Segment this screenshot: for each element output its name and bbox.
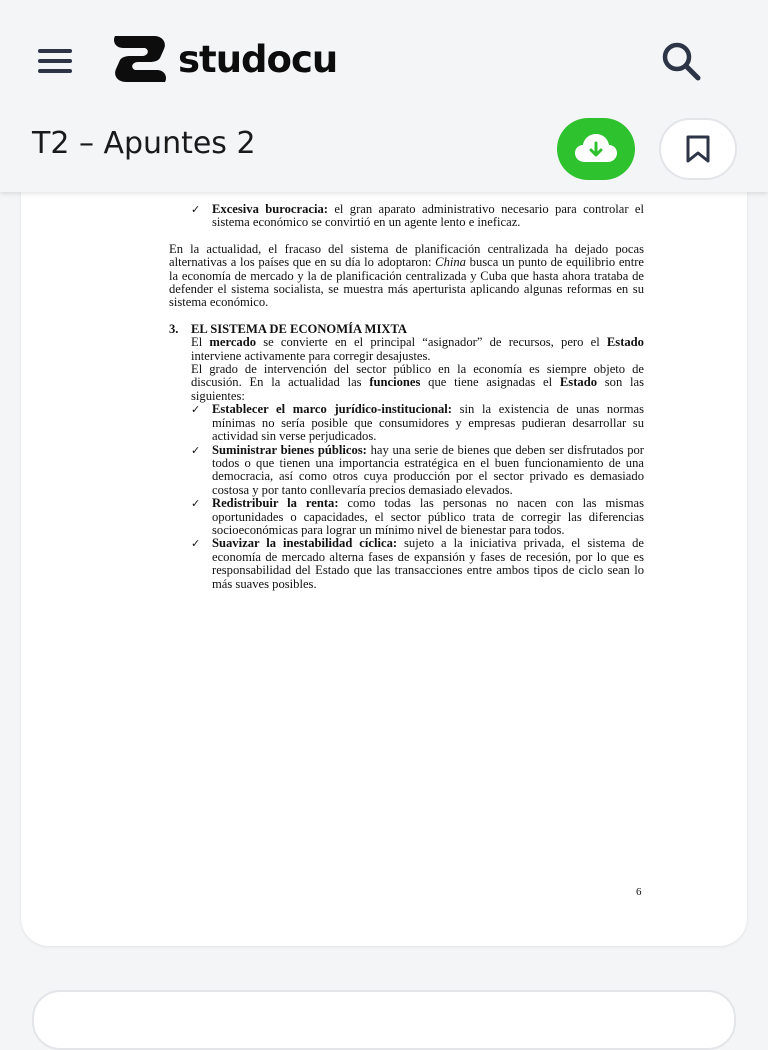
list-item-text: hay una serie de bienes que deben ser disfrutados por todos o que tienen una importancia estratégica en el buen funcionamiento de una democracia, así como otros cuya producción por el sector privado es demasiado costosa y por tanto conllevaría precios demasiado elevados.: [212, 442, 644, 497]
document-text: [169, 203, 644, 591]
paragraph-bold: Estado: [606, 335, 644, 350]
list-item-title: Establecer el marco jurídico-institucional:: [212, 402, 452, 417]
section-body: [169, 336, 644, 591]
checkmark-icon: ✓: [191, 403, 201, 417]
paragraph-text: son las siguientes:: [191, 375, 644, 403]
checkmark-icon: ✓: [191, 497, 201, 511]
list-item: [169, 203, 644, 230]
paragraph: [191, 336, 644, 363]
list-item-title: Redistribuir la renta:: [212, 496, 339, 511]
checkmark-icon: ✓: [191, 537, 201, 551]
list-item-title: Suministrar bienes públicos:: [212, 442, 367, 457]
list-item: [191, 444, 644, 498]
document-title: T2 – Apuntes 2: [32, 126, 256, 161]
section-title: EL SISTEMA DE ECONOMÍA MIXTA: [191, 321, 407, 336]
paragraph-text: interviene activamente para corregir desajustes.: [191, 348, 431, 363]
bookmark-icon: [685, 134, 711, 164]
list-item-text: sujeto a la iniciativa privada, el sistema de economía de mercado alterna fases de expansión y fases de recesión, por lo que es responsabilidad del Estado que las transacciones entre ambos tipos de ciclo sean lo más suaves posibles.: [212, 536, 644, 591]
paragraph-bold: funciones: [369, 375, 421, 390]
paragraph-text: que tiene asignadas el: [420, 375, 560, 390]
paragraph-text: En la actualidad, el fracaso del sistema de planificación centralizada ha dejado pocas alternativas a los países que en su día lo adoptaron:: [169, 241, 644, 270]
brand-name: studocu: [178, 37, 338, 81]
checkmark-icon: ✓: [191, 203, 201, 216]
paragraph-italic: China: [435, 255, 466, 270]
list-item-text: como todas las personas no nacen con las mismas oportunidades o capacidades, el sector público trata de corregir las diferencias socioeconómicas para lograr un mínimo nivel de bienestar para todos.: [212, 496, 644, 537]
cloud-download-icon: [574, 132, 618, 166]
list-item-text: el gran aparato administrativo necesario para controlar el sistema económico se convirtió en un agente lento e ineficaz.: [212, 202, 644, 230]
list-item: [191, 537, 644, 591]
next-page-card: [32, 990, 736, 1050]
document-page: [21, 150, 747, 946]
list-item-title: Suavizar la inestabilidad cíclica:: [212, 536, 398, 551]
paragraph: [169, 243, 644, 310]
paragraph-text: se convierte en el principal “asignador” de recursos, pero el: [256, 335, 607, 350]
section-number: 3.: [169, 321, 179, 336]
list-item-title: Excesiva burocracia:: [212, 202, 328, 216]
checkmark-icon: ✓: [191, 443, 201, 457]
search-icon: [656, 38, 706, 84]
list-item-text: sin la existencia de unas normas mínimas no sería posible que consumidores y empresas pudieran desarrollar su actividad sin verse perjudicados.: [212, 402, 644, 444]
paragraph-text: El grado de intervención del sector público en la economía es siempre objeto de discusión. En la actualidad las: [191, 362, 644, 390]
download-button[interactable]: [557, 118, 635, 180]
paragraph-bold: Estado: [559, 375, 597, 390]
bookmark-button[interactable]: [659, 118, 737, 180]
paragraph-text: El: [191, 335, 210, 350]
list-item: [191, 497, 644, 537]
paragraph-text: busca un punto de equilibrio entre la economía de mercado y la de planificación centralizada y Cuba que hasta ahora trataba de defender el sistema socialista, se muestra más aperturista aplicando algunas reformas en su sistema económico.: [169, 255, 644, 310]
paragraph: [191, 363, 644, 403]
brand-logo[interactable]: [110, 34, 337, 84]
list-item: [191, 403, 644, 443]
app-header: [0, 0, 768, 192]
page-number: 6: [636, 886, 642, 898]
search-button[interactable]: [656, 38, 706, 84]
studocu-logo-icon: [110, 34, 170, 84]
section-heading: [169, 323, 644, 336]
menu-button[interactable]: [36, 44, 76, 76]
paragraph-bold: mercado: [209, 335, 257, 350]
